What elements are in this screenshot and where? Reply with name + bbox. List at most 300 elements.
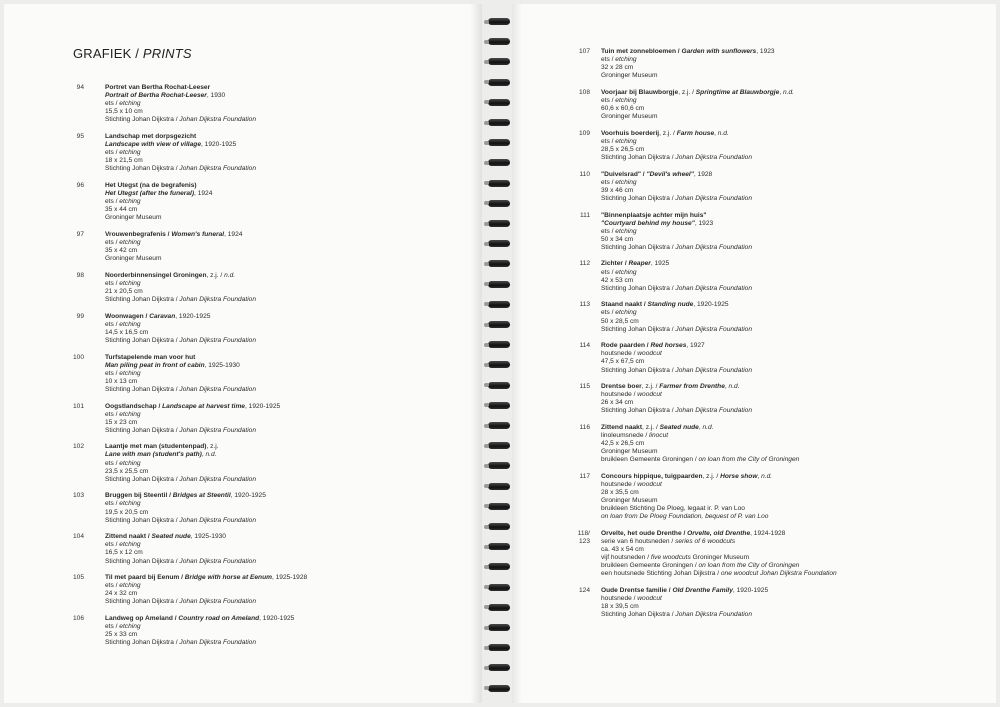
binding-ring	[488, 281, 510, 288]
entry-number: 103	[72, 492, 84, 500]
entry-line	[105, 157, 465, 165]
text-span: Stichting Johan Dijkstra /	[105, 516, 180, 524]
text-span: Stichting Johan Dijkstra /	[105, 426, 180, 434]
entry-line	[105, 468, 465, 476]
text-span: etching	[615, 227, 637, 235]
catalog-entry	[508, 260, 998, 292]
catalog-list-right	[508, 48, 998, 628]
entry-line	[601, 497, 991, 505]
text-span: Farm house	[676, 129, 715, 137]
text-span: Stichting Johan Dijkstra /	[601, 407, 676, 415]
text-span: ets /	[105, 198, 120, 206]
entry-number: 109	[578, 129, 590, 137]
text-span: Orvelte, old Drenthe	[687, 530, 751, 537]
catalog-entry	[0, 574, 478, 606]
entry-line	[601, 48, 991, 56]
entry-line	[601, 97, 991, 105]
heading-main: GRAFIEK /	[73, 46, 143, 61]
entry-number: 106	[72, 614, 84, 622]
entry-line	[105, 133, 465, 141]
punch-hole	[484, 40, 489, 44]
entry-line	[105, 386, 465, 394]
entry-line	[105, 590, 465, 598]
entry-line	[105, 403, 465, 411]
punch-hole	[484, 484, 489, 488]
text-span: Farmer from Drenthe	[659, 383, 725, 391]
catalog-entry	[508, 473, 998, 522]
catalog-entry	[0, 231, 478, 263]
catalog-entry	[508, 530, 998, 579]
entry-line	[105, 255, 465, 263]
entry-line	[105, 141, 465, 149]
binding-ring	[488, 260, 510, 267]
text-span: ets /	[105, 500, 120, 508]
text-span: 24 x 32 cm	[105, 590, 138, 598]
entry-number: 110	[579, 170, 590, 178]
entry-body	[601, 212, 991, 252]
text-span: Stichting Johan Dijkstra /	[601, 243, 676, 251]
binding-ring	[488, 240, 510, 247]
binding-ring	[488, 18, 510, 25]
entry-line	[601, 358, 991, 366]
text-span: 23,5 x 25,5 cm	[105, 467, 149, 475]
text-span: Johan Dijkstra Foundation	[179, 557, 257, 565]
text-span: Seated nude	[151, 533, 191, 541]
text-span: Concours hippique, tuigpaarden	[601, 472, 703, 480]
text-span: , 1920-1925	[175, 312, 211, 320]
entry-line	[601, 432, 991, 440]
entry-body	[601, 89, 991, 121]
entry-number: 94	[76, 84, 84, 91]
punch-hole	[484, 424, 489, 428]
text-span: Johan Dijkstra Foundation	[675, 325, 753, 333]
entry-line	[105, 598, 465, 606]
text-span: ets /	[105, 149, 120, 157]
text-span: Standing nude	[647, 301, 694, 309]
text-span: etching	[615, 137, 637, 145]
entry-number: 95	[76, 132, 84, 140]
text-span: n.d.	[728, 383, 740, 391]
text-span: "Binnenplaatsje achter mijn huis"	[601, 211, 707, 219]
text-span: ets /	[105, 239, 120, 246]
text-span: series of 6 woodcuts	[675, 538, 736, 546]
text-span: ets /	[105, 369, 120, 377]
entry-line	[601, 105, 991, 113]
catalog-entry	[508, 212, 998, 252]
entry-line	[105, 313, 465, 321]
text-span: 18 x 39,5 cm	[601, 603, 639, 611]
entry-number: 101	[72, 402, 84, 410]
text-span: ets /	[601, 56, 616, 64]
entry-line	[105, 631, 465, 639]
entry-line	[105, 549, 465, 557]
text-span: Til met paard bij Eenum /	[105, 574, 185, 582]
entry-line	[601, 587, 991, 595]
text-span: Reaper	[628, 260, 651, 268]
entry-line	[601, 538, 991, 546]
text-span: ets /	[601, 178, 616, 186]
binding-ring	[488, 442, 510, 449]
text-span: Bridges at Steentil	[172, 492, 231, 500]
catalog-entry	[508, 130, 998, 162]
entry-line	[601, 367, 991, 375]
text-span: 19,5 x 20,5 cm	[105, 508, 149, 516]
entry-line	[105, 190, 465, 198]
text-span: Johan Dijkstra Foundation	[179, 165, 257, 173]
text-span: 35 x 42 cm	[105, 247, 138, 255]
entry-body	[105, 84, 465, 124]
entry-line	[601, 113, 991, 121]
text-span: Johan Dijkstra Foundation	[179, 598, 257, 606]
entry-line	[601, 570, 991, 578]
entry-line	[601, 481, 991, 489]
text-span: , 1923	[694, 219, 714, 227]
entry-line	[601, 407, 991, 415]
text-span: Tuin met zonnebloemen /	[601, 48, 682, 55]
text-span: Woonwagen /	[105, 312, 150, 320]
text-span: , z.j. /	[206, 271, 225, 279]
text-span: Orvelte, het oude Drenthe /	[601, 530, 688, 537]
binding-ring	[488, 462, 510, 469]
text-span: , 1928	[693, 170, 713, 178]
punch-hole	[484, 262, 489, 266]
catalog-entry	[0, 84, 478, 124]
entry-line	[105, 558, 465, 566]
entry-line	[601, 456, 991, 464]
catalog-entry	[0, 354, 478, 394]
entry-line	[601, 562, 991, 570]
binding-ring	[488, 382, 510, 389]
entry-line	[601, 130, 991, 138]
text-span: etching	[119, 320, 141, 328]
entry-number: 107	[578, 48, 590, 55]
entry-number: 111	[579, 211, 590, 219]
entry-line	[105, 623, 465, 631]
entry-body	[601, 130, 991, 162]
text-span: Johan Dijkstra Foundation	[179, 516, 257, 524]
text-span: 50 x 28,5 cm	[601, 317, 639, 325]
entry-body	[601, 301, 991, 333]
punch-hole	[484, 646, 489, 650]
text-span: five woodcuts	[650, 554, 691, 562]
text-span: etching	[119, 100, 141, 108]
text-span: Johan Dijkstra Foundation	[675, 154, 753, 162]
entry-body	[105, 133, 465, 173]
text-span: ,	[757, 472, 762, 480]
entry-line	[105, 116, 465, 124]
entry-number: 98	[76, 271, 84, 279]
entry-line	[601, 530, 991, 538]
text-span: 42 x 53 cm	[601, 276, 634, 284]
text-span: Landscape at harvest time	[162, 402, 245, 410]
entry-line	[601, 72, 991, 80]
text-span: ,	[698, 423, 703, 431]
catalog-entry	[0, 492, 478, 524]
text-span: 42,5 x 26,5 cm	[601, 440, 645, 448]
entry-line	[601, 138, 991, 146]
punch-hole	[484, 20, 489, 24]
text-span: Johan Dijkstra Foundation	[179, 336, 257, 344]
text-span: 16,5 x 12 cm	[105, 549, 143, 557]
text-span: one woodcut Johan Dijkstra Foundation	[720, 570, 837, 578]
entry-body	[105, 182, 465, 222]
entry-line	[601, 326, 991, 334]
entry-line	[105, 517, 465, 525]
binding-ring	[488, 503, 510, 510]
binding-ring	[488, 543, 510, 550]
punch-hole	[484, 686, 489, 690]
text-span: etching	[119, 582, 141, 590]
punch-hole	[484, 161, 489, 165]
text-span: , 1924	[194, 190, 213, 198]
entry-line	[105, 100, 465, 108]
text-span: 26 x 34 cm	[601, 399, 634, 407]
punch-hole	[484, 222, 489, 226]
entry-line	[105, 182, 465, 190]
text-span: , 1920-1925	[259, 614, 295, 622]
text-span: Stichting Johan Dijkstra /	[105, 296, 180, 304]
entry-line	[105, 108, 465, 116]
text-span: , 1925	[650, 260, 670, 268]
text-span: Rode paarden /	[601, 342, 651, 350]
binding-ring	[488, 523, 510, 530]
text-span: Drentse boer	[601, 383, 642, 391]
binding-ring	[488, 361, 510, 368]
text-span: Country road on Ameland	[178, 614, 260, 622]
binding-ring	[488, 321, 510, 328]
text-span: ets /	[105, 410, 120, 418]
text-span: 32 x 28 cm	[601, 64, 634, 72]
text-span: woodcut	[637, 350, 662, 358]
text-span: Groninger Museum	[601, 497, 658, 505]
entry-line	[105, 247, 465, 255]
text-span: Johan Dijkstra Foundation	[675, 366, 753, 374]
entry-line	[601, 220, 991, 228]
text-span: ,	[714, 129, 718, 137]
binding-ring	[488, 58, 510, 65]
punch-hole	[484, 80, 489, 84]
entry-line	[601, 383, 991, 391]
entry-line	[105, 492, 465, 500]
text-span: ets /	[105, 320, 120, 328]
text-span: 60,6 x 60,6 cm	[601, 105, 645, 113]
text-span: Johan Dijkstra Foundation	[179, 116, 257, 124]
text-span: , 1924-1928	[750, 530, 786, 537]
catalog-entry	[0, 533, 478, 565]
entry-line	[601, 440, 991, 448]
entry-number: 97	[76, 230, 84, 238]
catalog-entry	[0, 182, 478, 222]
text-span: Zittend naakt	[601, 423, 643, 431]
text-span: Het Utegst (na de begrafenis)	[105, 181, 197, 189]
text-span: Lane with man (student's path)	[105, 451, 202, 459]
entry-body	[601, 260, 991, 292]
entry-line	[601, 603, 991, 611]
entry-body	[601, 587, 991, 619]
entry-line	[105, 574, 465, 582]
entry-line	[105, 427, 465, 435]
text-span: on loan from the City of Groningen	[698, 562, 800, 570]
entry-line	[601, 546, 991, 554]
text-span: etching	[119, 500, 141, 508]
text-span: Bruggen bij Steentil /	[105, 492, 173, 500]
punch-hole	[484, 666, 489, 670]
text-span: , 1920-1925	[693, 301, 729, 309]
entry-line	[105, 639, 465, 647]
text-span: , 1925-1930	[204, 361, 240, 369]
entry-line	[601, 236, 991, 244]
text-span: ets /	[105, 582, 120, 590]
binding-ring	[488, 624, 510, 631]
catalog-entry	[508, 424, 998, 464]
entry-line	[601, 309, 991, 317]
text-span: Johan Dijkstra Foundation	[675, 611, 753, 619]
text-span: , 1920-1925	[230, 492, 266, 500]
text-span: n.d.	[717, 129, 729, 137]
entry-body	[105, 574, 465, 606]
entry-line	[601, 154, 991, 162]
entry-body	[105, 231, 465, 263]
text-span: , z.j.	[206, 443, 219, 451]
entry-line	[601, 595, 991, 603]
text-span: etching	[119, 279, 141, 287]
text-span: Stichting Johan Dijkstra /	[601, 611, 676, 619]
text-span: Johan Dijkstra Foundation	[675, 243, 753, 251]
text-span: houtsnede /	[601, 481, 638, 489]
text-span: 35 x 44 cm	[105, 206, 138, 214]
text-span: houtsnede /	[601, 350, 638, 358]
text-span: n.d.	[224, 271, 236, 279]
text-span: , 1924	[224, 230, 243, 238]
spiral-binding	[484, 10, 514, 700]
entry-line	[105, 460, 465, 468]
text-span: 15,5 x 10 cm	[105, 108, 143, 116]
punch-hole	[484, 282, 489, 286]
entry-line	[105, 206, 465, 214]
text-span: een houtsnede Stichting Johan Dijkstra /	[601, 570, 721, 578]
entry-line	[105, 321, 465, 329]
text-span: ets /	[105, 100, 120, 108]
entry-line	[601, 195, 991, 203]
text-span: Het Utegst (after the funeral)	[105, 190, 195, 198]
text-span: on loan from the City of Groningen	[698, 456, 800, 464]
text-span: ets /	[601, 227, 616, 235]
binding-ring	[488, 644, 510, 651]
text-span: 39 x 46 cm	[601, 186, 634, 194]
entry-line	[105, 500, 465, 508]
text-span: Garden with sunflowers	[681, 48, 757, 55]
entry-line	[601, 89, 991, 97]
text-span: Stichting Johan Dijkstra /	[105, 557, 180, 565]
text-span: Landscape with view of village	[105, 141, 202, 149]
text-span: Landweg op Ameland /	[105, 614, 179, 622]
entry-number: 104	[72, 533, 84, 541]
text-span: Johan Dijkstra Foundation	[179, 296, 257, 304]
text-span: Vrouwenbegrafenis /	[105, 230, 172, 238]
entry-body	[105, 354, 465, 394]
entry-body	[105, 533, 465, 565]
text-span: Groninger Museum	[601, 113, 658, 121]
text-span: , 1925-1930	[190, 533, 226, 541]
text-span: n.d.	[205, 451, 217, 459]
text-span: Stichting Johan Dijkstra /	[601, 366, 676, 374]
punch-hole	[484, 141, 489, 145]
text-span: Stichting Johan Dijkstra /	[105, 336, 180, 344]
text-span: 18 x 21,5 cm	[105, 157, 143, 165]
entry-line	[601, 56, 991, 64]
entry-line	[105, 239, 465, 247]
entry-line	[105, 198, 465, 206]
punch-hole	[484, 121, 489, 125]
punch-hole	[484, 545, 489, 549]
text-span: , z.j. /	[678, 88, 696, 96]
binding-ring	[488, 341, 510, 348]
text-span: etching	[119, 459, 141, 467]
binding-ring	[488, 664, 510, 671]
text-span: houtsnede /	[601, 595, 638, 603]
text-span: Johan Dijkstra Foundation	[675, 194, 753, 202]
catalog-entry	[0, 615, 478, 647]
entry-line	[105, 354, 465, 362]
binding-ring	[488, 301, 510, 308]
text-span: Laantje met man (studentenpad)	[105, 443, 207, 451]
text-span: Stichting Johan Dijkstra /	[105, 116, 180, 124]
punch-hole	[484, 444, 489, 448]
catalog-entry	[0, 443, 478, 483]
binding-ring	[488, 563, 510, 570]
entry-body	[105, 403, 465, 435]
entry-line	[601, 146, 991, 154]
text-span: Old Drenthe Family	[672, 587, 733, 595]
entry-line	[105, 231, 465, 239]
punch-hole	[484, 343, 489, 347]
text-span: Stichting Johan Dijkstra /	[601, 325, 676, 333]
binding-ring	[488, 159, 510, 166]
binding-ring	[488, 139, 510, 146]
text-span: woodcut	[637, 391, 662, 399]
text-span: etching	[615, 309, 637, 317]
section-heading	[73, 46, 192, 61]
text-span: , 1920-1925	[244, 402, 281, 410]
text-span: 50 x 34 cm	[601, 235, 634, 243]
text-span: houtsnede /	[601, 391, 638, 399]
punch-hole	[484, 585, 489, 589]
punch-hole	[484, 242, 489, 246]
text-span: Springtime at Blauwborgje	[695, 88, 780, 96]
catalog-entry	[508, 342, 998, 374]
text-span: "Devil's wheel"	[646, 170, 694, 178]
catalog-entry	[508, 89, 998, 121]
text-span: Stichting Johan Dijkstra /	[105, 385, 180, 393]
text-span: Horse show	[720, 472, 758, 480]
catalog-entry	[508, 383, 998, 415]
text-span: Zichter /	[601, 260, 629, 268]
catalog-list-left	[0, 84, 478, 656]
entry-line	[105, 541, 465, 549]
text-span: Stichting Johan Dijkstra /	[105, 598, 180, 606]
text-span: , z.j. /	[702, 472, 721, 480]
entry-body	[105, 313, 465, 345]
entry-line	[601, 513, 991, 521]
punch-hole	[484, 565, 489, 569]
text-span: "Duivelsrad" /	[601, 170, 647, 178]
text-span: bruikleen Stichting De Ploeg, legaat ir. P. van Loo	[601, 505, 745, 513]
text-span: etching	[615, 56, 637, 64]
text-span: Johan Dijkstra Foundation	[675, 407, 753, 415]
entry-line	[601, 489, 991, 497]
entry-line	[601, 228, 991, 236]
entry-number: 96	[76, 181, 84, 189]
